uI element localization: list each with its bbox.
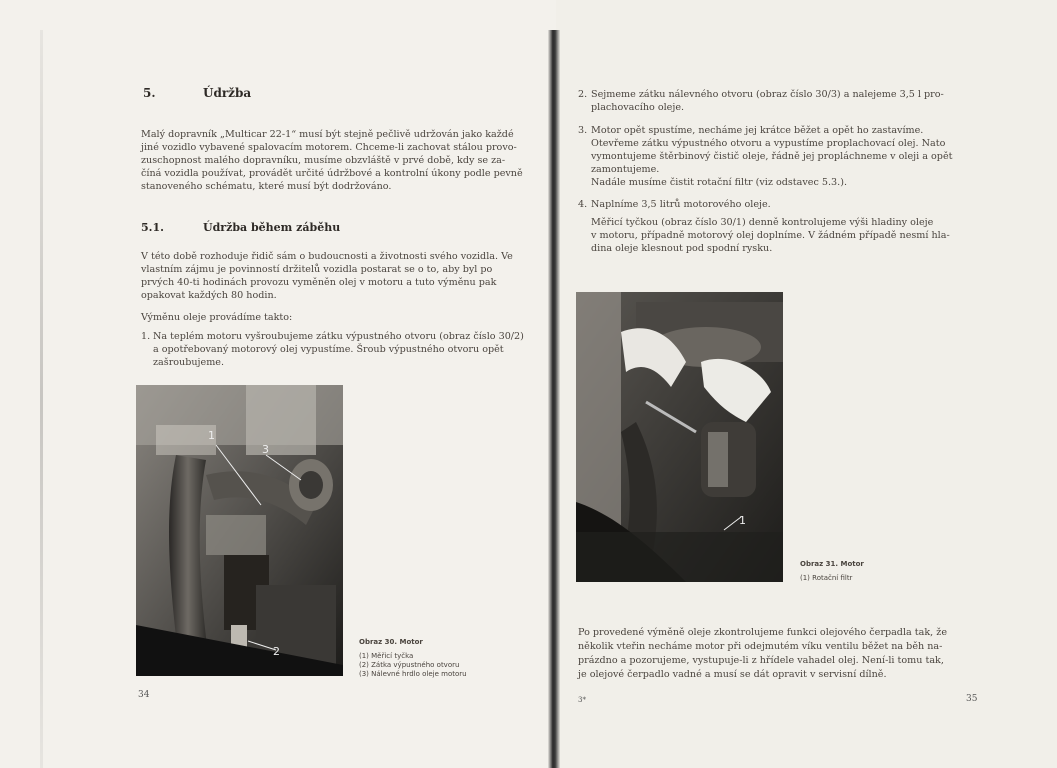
figure-caption-item: (2) Zátka výpustného otvoru [359,661,460,669]
step-number: 1. [141,331,151,342]
page-number-left: 34 [138,690,150,700]
step3-line: Motor opět spustíme, necháme jej krátce běžet a opět ho zastavíme. [591,125,924,136]
intro-line: číná vozidla používat, provádět určité údržbové a kontrolní úkony podle pevně [141,168,523,179]
procedure-intro: Výměnu oleje provádíme takto: [141,312,293,323]
closing-line: několik vteřin necháme motor při odejmutém víku ventilu běžet na běh na- [578,641,943,652]
section-line: prvých 40-ti hodinách provozu vyměněn olej v motoru a tuto výměnu pak [141,277,497,288]
book-gutter [548,30,560,768]
step4-line: v motoru, případně motorový olej doplníme. V žádném případě nesmí hla- [591,230,950,241]
closing-line: prázdno a pozorujeme, vystupuje-li z hřídele vahadel olej. Není-li tomu tak, [578,655,944,666]
section-number: 5.1. [141,221,164,234]
section-line: vlastním zájmu je povinností držitelů vozidla postarat se o to, aby byl po [141,264,493,275]
chapter-number: 5. [143,86,156,100]
section-line: opakovat každých 80 hodin. [141,290,277,301]
step2-line: plachovacího oleje. [591,102,685,113]
step3-line: zamontujeme. [591,164,660,175]
closing-line: je olejové čerpadlo vadné a musí se dát opravit v servisní dílně. [578,669,887,680]
figure-caption-item: (3) Nálevné hrdlo oleje motoru [359,670,467,678]
figure-caption-item: (1) Rotační filtr [800,574,853,582]
signature-mark: 3* [578,696,586,704]
intro-line: zuschopnost malého dopravníku, musíme obzvláště v prvé době, kdy se za- [141,155,506,166]
page-edge-shadow [40,30,43,768]
intro-line: jiné vozidlo vybavené spalovacím motorem. Chceme-li zachovat stálou provo- [141,142,517,153]
step3-line: Otevřeme zátku výpustného otvoru a vypustíme proplachovací olej. Nato [591,138,946,149]
step3-line: vymontujeme štěrbinový čistič oleje, řádně jej propláchneme v oleji a opět [591,151,953,162]
step4-line: dina oleje klesnout pod spodní rysku. [591,243,773,254]
section-title: Údržba během záběhu [203,221,341,234]
step-number: 4. [578,199,588,210]
figure-marker: 3 [262,443,269,456]
intro-line: Malý dopravník „Multicar 22-1“ musí být stejně pečlivě udržován jako každé [141,129,514,140]
section-line: V této době rozhoduje řidič sám o budoucnosti a životnosti svého vozidla. Ve [141,251,513,262]
step4-line: Měřicí tyčkou (obraz číslo 30/1) denně kontrolujeme výši hladiny oleje [591,217,934,228]
figure-marker: 2 [273,645,280,658]
figure-marker: 1 [208,429,215,442]
figure-caption-title: Obraz 31. Motor [800,560,864,568]
step-number: 2. [578,89,588,100]
engine-photo-fig30 [136,385,343,676]
step-number: 3. [578,125,588,136]
closing-line: Po provedené výměně oleje zkontrolujeme funkci olejového čerpadla tak, že [578,627,948,638]
page-number-right: 35 [966,694,978,704]
step1-line: zašroubujeme. [153,357,225,368]
figure-caption-item: (1) Měřicí tyčka [359,652,414,660]
step1-line: Na teplém motoru vyšroubujeme zátku výpustného otvoru (obraz číslo 30/2) [153,331,524,342]
step4-line: Naplníme 3,5 litrů motorového oleje. [591,199,771,210]
engine-photo-fig31 [576,292,783,582]
chapter-title: Údržba [203,86,252,100]
figure-caption-title: Obraz 30. Motor [359,638,423,646]
step3-line: Nadále musíme čistit rotační filtr (viz odstavec 5.3.). [591,177,847,188]
figure-marker: 1 [739,514,746,527]
step1-line: a opotřebovaný motorový olej vypustíme. Šroub výpustného otvoru opět [153,344,504,355]
intro-line: stanoveného schématu, které musí být dodržováno. [141,181,392,192]
step2-line: Sejmeme zátku nálevného otvoru (obraz číslo 30/3) a nalejeme 3,5 l pro- [591,89,944,100]
